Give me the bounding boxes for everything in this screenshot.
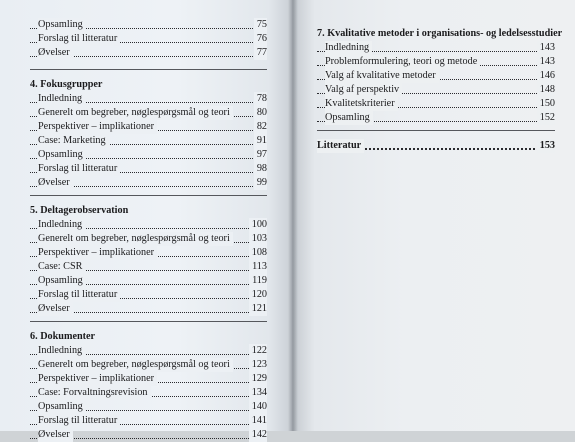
toc-entry: Øvelser 142	[30, 428, 267, 442]
toc-entry: Case: CSR 113	[30, 260, 267, 274]
toc-entry: Opsamling 140	[30, 400, 267, 414]
toc-entry: Øvelser 77	[30, 46, 267, 60]
right-page	[292, 0, 575, 431]
toc-entry: Forslag til litteratur 76	[30, 32, 267, 46]
toc-entry: Opsamling 75	[30, 18, 267, 32]
chapter-title: 4. Fokusgrupper	[30, 79, 103, 90]
chapter-title: 6. Dokumenter	[30, 331, 96, 342]
toc-entry: Generelt om begreber, nøglespørgsmål og teori 80	[30, 106, 267, 120]
chapter-title: 5. Deltagerobservation	[30, 205, 129, 216]
chapter-title: 7. Kvalitative metoder i organisations- og ledelsesstudier	[317, 28, 563, 39]
toc-entry: Case: Marketing 91	[30, 134, 267, 148]
toc-entry: Kvalitetskriterier 150	[317, 97, 555, 111]
toc-entry: Generelt om begreber, nøglespørgsmål og teori 103	[30, 232, 267, 246]
toc-entry: Valg af kvalitative metoder 146	[317, 69, 555, 83]
toc-entry: Øvelser 99	[30, 176, 267, 190]
toc-entry: Perspektiver – implikationer 108	[30, 246, 267, 260]
toc-entry: Indledning 122	[30, 344, 267, 358]
toc-entry: Indledning 78	[30, 92, 267, 106]
toc-entry: Opsamling 119	[30, 274, 267, 288]
toc-entry: Perspektiver – implikationer 129	[30, 372, 267, 386]
toc-entry: Perspektiver – implikationer 82	[30, 120, 267, 134]
toc-entry: Generelt om begreber, nøglespørgsmål og teori 123	[30, 358, 267, 372]
toc-entry: Opsamling 97	[30, 148, 267, 162]
toc-entry: Case: Forvaltningsrevision 134	[30, 386, 267, 400]
left-toc-column	[30, 0, 267, 442]
chapter-entries	[30, 218, 267, 316]
chapter-entries	[30, 92, 267, 190]
literature-entry: Litteratur 153	[317, 140, 555, 151]
toc-entry: Problemformulering, teori og metode 143	[317, 55, 555, 69]
toc-entry: Øvelser 121	[30, 302, 267, 316]
toc-top-entries	[30, 18, 267, 60]
book-gutter	[288, 0, 298, 431]
toc-entry: Indledning 100	[30, 218, 267, 232]
toc-entry: Valg af perspektiv 148	[317, 83, 555, 97]
toc-entry: Indledning 143	[317, 41, 555, 55]
toc-entry: Forslag til litteratur 141	[30, 414, 267, 428]
chapter-entries	[317, 41, 555, 125]
chapter-entries	[30, 344, 267, 442]
toc-entry: Forslag til litteratur 120	[30, 288, 267, 302]
right-toc-column	[317, 0, 563, 153]
toc-entry: Opsamling 152	[317, 111, 555, 125]
toc-entry: Forslag til litteratur 98	[30, 162, 267, 176]
